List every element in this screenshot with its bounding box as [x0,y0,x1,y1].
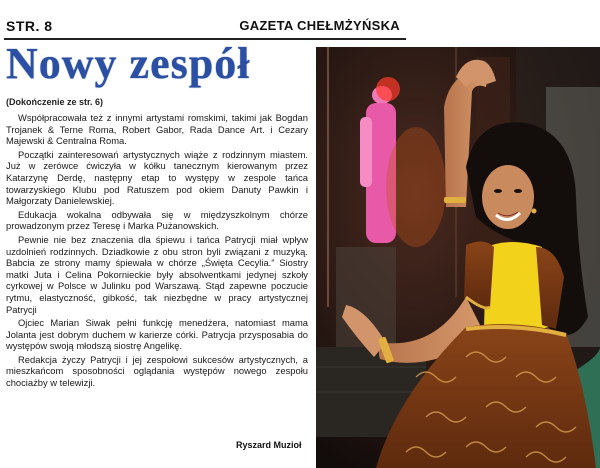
article-paragraph: Redakcja życzy Patrycji i jej zespołowi sukcesów artystycznych, a mieszkańcom sposobności oglądania występów nowego zespołu chociażby w telewizji. [6,353,308,389]
page-header [4,18,406,40]
dancer-illustration [316,47,600,468]
article-headline: Nowy zespół [6,39,251,88]
article-paragraph: Początki zainteresowań artystycznych wiąże z rodzinnym miastem. Już w zerówce ćwiczyła w kółku tanecznym kierowanym przez Katarzynę Derdę, następny etap to występy w zespole tańca towarzyskiego Klubu pod Ratuszem pod okiem Danuty Pawkin i Małgorzaty Danielewskiej. [6,148,308,207]
continued-note: (Dokończenie ze str. 6) [6,97,104,107]
newspaper-title: GAZETA CHEŁMŻYŃSKA [239,18,400,33]
article-body [6,112,308,391]
page-number-label: STR. 8 [6,18,53,34]
dancer-photo [316,47,600,468]
article-paragraph: Współpracowała też z innymi artystami romskimi, takimi jak Bogdan Trojanek & Terne Roma, Robert Gabor, Rada Dance Art. i Cezary Majewski & Centralna Roma. [6,112,308,147]
article-author: Ryszard Muzioł [236,440,302,450]
article-paragraph: Edukacja wokalna odbywała się w międzyszkolnym chórze prowadzonym przez Teresę i Marka Pużanowskich. [6,208,308,232]
article-paragraph: Ojciec Marian Siwak pełni funkcję menedżera, natomiast mama Jolanta jest dobrym duchem w karierze córki. Patrycja przysposabia do występów swoją młodszą siostrę Angelikę. [6,317,308,352]
article-paragraph: Pewnie nie bez znaczenia dla śpiewu i tańca Patrycji miał wpływ uzdolnień rodzinnych. Dziadkowie z obu stron byli związani z muzyką. Babcia ze strony mamy śpiewała w chórze „Święta Cecylia.” Siostry matki Juta i Celina Pokornieckie były absolwentkami jedynej szkoły cyrkowej w Polsce w Julinku pod Warszawą. Stąd zapewne poczucie rytmu, elastyczność, gibkość, tak niezbędne w pracy artystycznej Patrycji [6,233,308,315]
